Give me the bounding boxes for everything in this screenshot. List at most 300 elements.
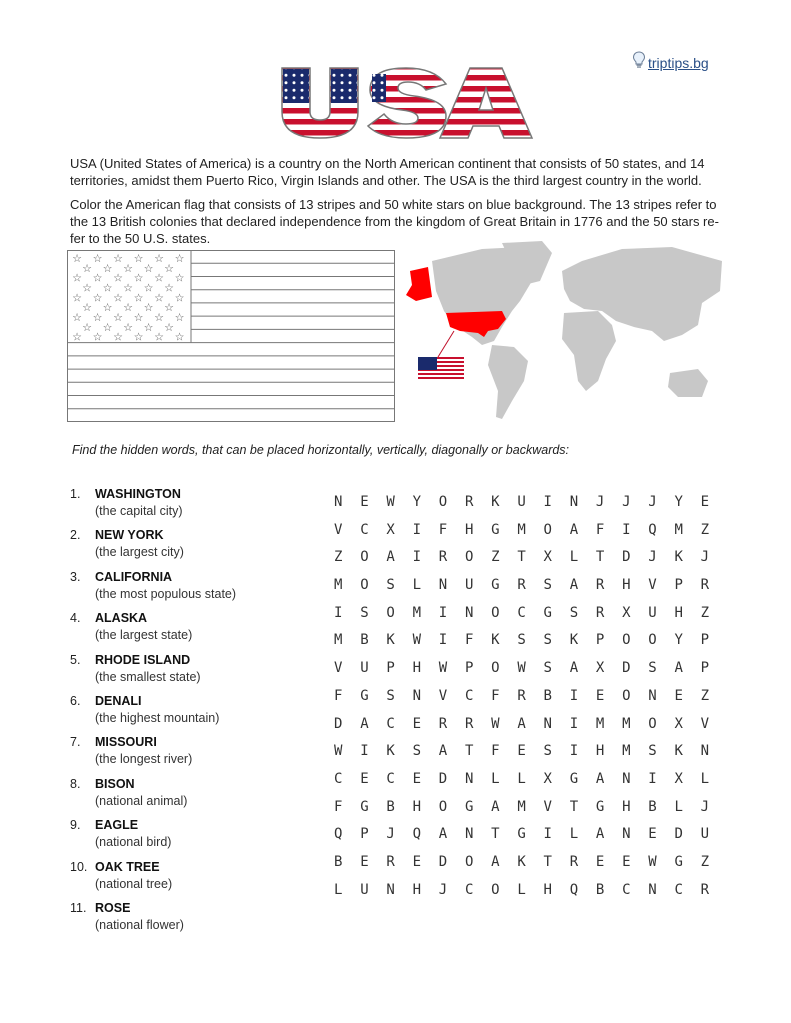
flag-star-outline: ☆ [154, 253, 164, 265]
grid-letter[interactable]: M [517, 798, 526, 815]
grid-letter[interactable]: U [464, 577, 474, 594]
grid-letter[interactable]: E [360, 770, 369, 787]
word-text: ROSE [95, 900, 131, 915]
grid-letter[interactable]: W [386, 494, 395, 510]
grid-letter[interactable]: I [438, 604, 448, 621]
grid-letter[interactable]: X [595, 660, 605, 677]
grid-letter[interactable]: F [334, 798, 343, 815]
grid-letter[interactable]: K [674, 549, 683, 566]
grid-letter[interactable]: R [438, 715, 448, 732]
grid-letter[interactable]: E [412, 770, 421, 787]
word-text: MISSOURI [95, 735, 157, 750]
grid-letter[interactable]: L [334, 881, 343, 898]
grid-letter[interactable]: Z [491, 549, 500, 566]
grid-letter[interactable]: P [674, 577, 683, 594]
word-list-item [70, 817, 300, 858]
grid-letter[interactable]: E [360, 853, 369, 870]
grid-letter[interactable]: A [569, 577, 579, 594]
grid-letter[interactable]: S [648, 660, 657, 677]
grid-letter[interactable]: W [648, 853, 657, 870]
grid-letter[interactable]: L [491, 770, 500, 787]
brand-link[interactable] [632, 51, 709, 74]
grid-letter[interactable]: H [412, 881, 421, 898]
grid-letter[interactable]: H [412, 660, 421, 677]
grid-letter[interactable]: X [543, 549, 552, 566]
grid-letter[interactable]: R [517, 577, 526, 594]
grid-letter[interactable]: U [700, 826, 710, 843]
word-number: 5. [70, 652, 81, 667]
flag-star-outline: ☆ [154, 331, 164, 344]
grid-letter[interactable]: S [360, 604, 369, 621]
grid-letter[interactable]: L [517, 770, 526, 787]
grid-letter[interactable]: O [622, 632, 631, 649]
grid-letter[interactable]: A [569, 660, 579, 677]
flag-star-outline: ☆ [164, 262, 174, 275]
grid-letter[interactable]: B [595, 881, 605, 898]
grid-letter[interactable]: O [543, 521, 552, 538]
word-hint: (the largest city) [95, 545, 184, 560]
grid-letter[interactable]: J [700, 549, 710, 566]
grid-letter[interactable]: C [386, 715, 395, 732]
word-list-item [70, 693, 300, 734]
flag-star-outline: ☆ [174, 311, 185, 324]
grid-letter[interactable]: H [674, 604, 683, 621]
grid-letter[interactable]: A [674, 660, 683, 677]
grid-letter[interactable]: B [386, 798, 395, 815]
flag-star-outline: ☆ [123, 321, 133, 334]
word-number: 11. [70, 900, 87, 915]
flag-star-outline: ☆ [113, 253, 123, 265]
grid-letter[interactable]: A [491, 853, 500, 870]
grid-letter[interactable]: H [464, 521, 474, 538]
flag-star-outline: ☆ [92, 292, 103, 305]
grid-letter[interactable]: F [595, 521, 605, 538]
flag-star-outline: ☆ [143, 262, 154, 275]
grid-letter[interactable]: N [700, 743, 710, 760]
grid-letter[interactable]: N [648, 687, 657, 704]
grid-letter[interactable]: A [595, 826, 605, 843]
grid-letter[interactable]: M [595, 715, 605, 732]
intro-paragraph: USA (United States of America) is a country on the North American continent that consists of 50 states, and 14 territories, amidst them Puerto Rico, Virgin Islands and other. The USA is the third largest country in the world. [70, 156, 705, 188]
grid-letter[interactable]: R [595, 577, 605, 594]
grid-letter[interactable]: K [491, 632, 500, 649]
grid-letter[interactable]: S [517, 632, 526, 649]
grid-letter[interactable]: R [700, 881, 710, 898]
grid-letter[interactable]: B [543, 687, 552, 704]
word-number: 7. [70, 735, 81, 750]
grid-letter[interactable]: B [648, 798, 657, 815]
flag-star-outline: ☆ [133, 292, 144, 305]
grid-letter[interactable]: R [386, 853, 395, 870]
word-text: DENALI [95, 693, 142, 708]
grid-letter[interactable]: B [360, 632, 369, 649]
flag-star-outline: ☆ [92, 272, 103, 285]
flag-star-outline: ☆ [143, 302, 154, 315]
grid-letter[interactable]: E [412, 715, 421, 732]
flag-paragraph: Color the American flag that consists of 13 stripes and 50 white stars on blue background. The 13 stripes refer to the 13 British colonies that declared independence from the kingdom of Great Britain in 1776 and the 50 stars re-fer to the 50 U.S. states. [70, 197, 719, 246]
grid-letter[interactable]: E [674, 687, 683, 704]
grid-letter[interactable]: D [622, 660, 631, 677]
grid-letter[interactable]: N [543, 715, 552, 732]
grid-letter[interactable]: C [517, 604, 526, 621]
flag-star-outline: ☆ [92, 331, 103, 344]
grid-letter[interactable]: Q [334, 826, 343, 843]
grid-letter[interactable]: X [543, 770, 552, 787]
grid-letter[interactable]: Z [700, 853, 710, 870]
word-hint: (national bird) [95, 835, 172, 850]
grid-letter[interactable]: C [674, 881, 683, 898]
grid-letter[interactable]: T [595, 549, 605, 566]
grid-letter[interactable]: O [491, 604, 500, 621]
grid-letter[interactable]: M [622, 715, 631, 732]
grid-letter[interactable]: H [622, 798, 631, 815]
grid-letter[interactable]: C [622, 881, 631, 898]
grid-letter[interactable]: R [438, 549, 448, 566]
flag-star-outline: ☆ [164, 302, 174, 315]
grid-letter[interactable]: F [491, 743, 500, 760]
flag-star-outline: ☆ [123, 282, 133, 295]
grid-letter[interactable]: I [360, 743, 369, 760]
grid-letter[interactable]: I [543, 826, 552, 843]
grid-letter[interactable]: D [438, 853, 448, 870]
grid-letter[interactable]: T [569, 798, 579, 815]
grid-letter[interactable]: Q [412, 826, 421, 843]
grid-letter[interactable]: I [412, 521, 421, 538]
grid-letter[interactable]: I [543, 494, 552, 510]
letter-u-star-field-left [283, 69, 309, 103]
grid-letter[interactable]: Y [674, 494, 683, 510]
flag-star-outline: ☆ [143, 282, 154, 295]
grid-letter[interactable]: O [491, 881, 500, 898]
grid-letter[interactable]: N [386, 881, 395, 898]
grid-letter[interactable]: N [648, 881, 657, 898]
grid-letter[interactable]: X [622, 604, 631, 621]
grid-letter[interactable]: G [360, 798, 369, 815]
grid-letter[interactable]: Z [700, 521, 710, 538]
grid-letter[interactable]: J [622, 494, 631, 510]
lightbulb-icon [632, 51, 646, 74]
grid-letter[interactable]: C [334, 770, 343, 787]
grid-letter[interactable]: I [622, 521, 631, 538]
flag-star-outline: ☆ [82, 262, 92, 275]
grid-letter[interactable]: N [622, 770, 631, 787]
grid-letter[interactable]: W [517, 660, 526, 677]
word-number: 10. [70, 859, 88, 874]
grid-letter[interactable]: L [517, 881, 526, 898]
grid-letter[interactable]: Z [334, 549, 343, 566]
grid-letter[interactable]: G [360, 687, 369, 704]
grid-letter[interactable]: K [517, 853, 526, 870]
grid-letter[interactable]: S [386, 687, 395, 704]
word-list-item [70, 569, 300, 610]
grid-letter[interactable]: O [648, 715, 657, 732]
grid-letter[interactable]: V [700, 715, 710, 732]
grid-letter[interactable]: X [386, 521, 395, 538]
flag-star-outline: ☆ [113, 292, 123, 305]
grid-letter[interactable]: I [569, 687, 579, 704]
grid-letter[interactable]: U [517, 494, 526, 510]
australia [668, 369, 708, 397]
grid-letter[interactable]: K [386, 632, 395, 649]
grid-letter[interactable]: M [622, 743, 631, 760]
grid-letter[interactable]: W [491, 715, 500, 732]
grid-letter[interactable]: K [491, 494, 500, 510]
flag-star-outline: ☆ [113, 272, 123, 285]
grid-letter[interactable]: A [438, 826, 448, 843]
grid-letter[interactable]: E [360, 494, 369, 510]
flag-star-outline: ☆ [133, 272, 144, 285]
word-text: CALIFORNIA [95, 569, 173, 584]
grid-letter[interactable]: R [700, 577, 710, 594]
grid-letter[interactable]: C [386, 770, 395, 787]
grid-letter[interactable]: O [622, 687, 631, 704]
grid-letter[interactable]: Z [700, 687, 710, 704]
word-list-item [70, 776, 300, 817]
grid-letter[interactable]: R [595, 604, 605, 621]
grid-letter[interactable]: L [674, 798, 683, 815]
grid-letter[interactable]: T [543, 853, 552, 870]
grid-letter[interactable]: B [334, 853, 343, 870]
grid-letter[interactable]: R [517, 687, 526, 704]
grid-letter[interactable]: P [595, 632, 605, 649]
word-text: BISON [95, 776, 135, 791]
flag-star-outline: ☆ [102, 282, 113, 295]
grid-letter[interactable]: H [543, 881, 552, 898]
grid-letter[interactable]: P [386, 660, 395, 677]
flag-star-outline: ☆ [154, 311, 164, 324]
grid-letter[interactable]: A [360, 715, 369, 732]
grid-letter[interactable]: A [595, 770, 605, 787]
grid-letter[interactable]: R [569, 853, 579, 870]
grid-letter[interactable]: S [543, 660, 552, 677]
grid-letter[interactable]: P [360, 826, 369, 843]
flag-star-outline: ☆ [174, 331, 185, 344]
word-hint: (the most populous state) [95, 586, 237, 601]
grid-letter[interactable]: G [595, 798, 605, 815]
word-number: 4. [70, 611, 81, 626]
grid-letter[interactable]: V [334, 660, 343, 677]
grid-letter[interactable]: P [700, 660, 710, 677]
grid-letter[interactable]: Q [569, 881, 579, 898]
grid-letter[interactable]: O [491, 660, 500, 677]
grid-letter[interactable]: J [648, 494, 657, 510]
word-hint: (the smallest state) [95, 669, 201, 684]
grid-letter[interactable]: M [517, 521, 526, 538]
grid-letter[interactable]: N [622, 826, 631, 843]
grid-letter[interactable]: G [491, 577, 500, 594]
word-hint: (national flower) [95, 917, 184, 932]
grid-letter[interactable]: J [595, 494, 605, 510]
grid-letter[interactable]: E [622, 853, 631, 870]
grid-letter[interactable]: F [334, 687, 343, 704]
grid-letter[interactable]: I [334, 604, 343, 621]
grid-letter[interactable]: S [412, 743, 421, 760]
grid-letter[interactable]: G [464, 798, 474, 815]
grid-letter[interactable]: N [464, 826, 474, 843]
grid-letter[interactable]: Z [700, 604, 710, 621]
grid-letter[interactable]: O [464, 549, 474, 566]
word-hint: (the highest mountain) [95, 710, 220, 725]
grid-letter[interactable]: U [360, 881, 369, 898]
brand-label[interactable]: triptips.bg [648, 54, 709, 71]
grid-letter[interactable]: S [569, 604, 579, 621]
grid-letter[interactable]: Y [674, 632, 683, 649]
grid-letter[interactable]: O [386, 604, 395, 621]
flag-star-outline: ☆ [123, 262, 133, 275]
grid-letter[interactable]: U [360, 660, 369, 677]
flag-star-outline: ☆ [72, 292, 82, 305]
grid-letter[interactable]: M [334, 632, 343, 649]
grid-letter[interactable]: N [569, 494, 579, 510]
grid-letter[interactable]: E [595, 853, 605, 870]
grid-letter[interactable]: V [438, 687, 448, 704]
grid-letter[interactable]: O [464, 853, 474, 870]
grid-letter[interactable]: X [674, 715, 683, 732]
instruction-text: Find the hidden words, that can be placed horizontally, vertically, diagonally or backwards: [72, 443, 570, 457]
grid-letter[interactable]: I [412, 549, 421, 566]
grid-letter[interactable]: F [491, 687, 500, 704]
word-search-grid [332, 494, 725, 909]
grid-letter[interactable]: A [569, 521, 579, 538]
grid-letter[interactable]: J [386, 826, 395, 843]
grid-letter[interactable]: N [464, 604, 474, 621]
word-text: WASHINGTON [95, 487, 181, 501]
grid-letter[interactable]: I [569, 715, 579, 732]
grid-letter[interactable]: A [386, 549, 395, 566]
word-text: OAK TREE [95, 859, 160, 874]
flag-star-outline: ☆ [174, 253, 185, 265]
grid-letter[interactable]: W [334, 743, 343, 760]
grid-letter[interactable]: J [700, 798, 710, 815]
grid-letter[interactable]: L [412, 577, 421, 594]
flag-star-outline: ☆ [133, 253, 144, 265]
grid-letter[interactable]: Y [412, 494, 421, 510]
grid-letter[interactable]: F [464, 632, 474, 649]
grid-letter[interactable]: E [648, 826, 657, 843]
grid-letter[interactable]: S [543, 577, 552, 594]
grid-letter[interactable]: N [438, 577, 448, 594]
grid-letter[interactable]: N [412, 687, 421, 704]
grid-letter[interactable]: S [648, 743, 657, 760]
grid-letter[interactable]: O [438, 494, 448, 510]
grid-letter[interactable]: D [334, 715, 343, 732]
grid-letter[interactable]: A [438, 743, 448, 760]
grid-letter[interactable]: M [674, 521, 683, 538]
grid-letter[interactable]: J [648, 549, 657, 566]
grid-letter[interactable]: O [360, 577, 369, 594]
letter-s-star-field [372, 74, 386, 102]
grid-letter[interactable]: N [464, 770, 474, 787]
flag-star-outline: ☆ [133, 311, 144, 324]
grid-letter[interactable]: A [491, 798, 500, 815]
grid-letter[interactable]: P [700, 632, 710, 649]
word-hint: (national animal) [95, 793, 188, 808]
grid-letter[interactable]: E [700, 494, 710, 510]
flag-star-outline: ☆ [154, 272, 164, 285]
grid-letter[interactable]: O [360, 549, 369, 566]
grid-letter[interactable]: R [464, 494, 474, 510]
grid-letter[interactable]: S [543, 743, 552, 760]
grid-letter[interactable]: L [569, 826, 579, 843]
flag-star-outline: ☆ [174, 272, 185, 285]
grid-letter[interactable]: I [438, 632, 448, 649]
grid-letter[interactable]: G [569, 770, 579, 787]
grid-letter[interactable]: H [595, 743, 605, 760]
grid-letter[interactable]: L [700, 770, 710, 787]
flag-star-outline: ☆ [143, 321, 154, 334]
grid-letter[interactable]: T [491, 826, 500, 843]
grid-letter[interactable]: C [464, 881, 474, 898]
grid-letter[interactable]: D [622, 549, 631, 566]
word-hint: (the capital city) [95, 504, 183, 518]
word-hint: (national tree) [95, 876, 173, 891]
grid-letter[interactable]: S [386, 577, 395, 594]
flag-star-outline: ☆ [102, 262, 113, 275]
grid-letter[interactable]: G [517, 826, 526, 843]
word-number: 3. [70, 569, 81, 584]
grid-letter[interactable]: C [464, 687, 474, 704]
grid-letter[interactable]: K [674, 743, 683, 760]
grid-letter[interactable]: X [674, 770, 683, 787]
grid-letter[interactable]: O [648, 632, 657, 649]
flag-star-outline: ☆ [102, 321, 113, 334]
grid-letter[interactable]: T [517, 549, 526, 566]
grid-letter[interactable]: S [543, 632, 552, 649]
grid-letter[interactable]: M [334, 577, 343, 594]
grid-letter[interactable]: G [491, 521, 500, 538]
grid-letter[interactable]: P [464, 660, 474, 677]
grid-letter[interactable]: N [334, 494, 343, 510]
grid-letter[interactable]: A [517, 715, 526, 732]
grid-letter[interactable]: V [648, 577, 657, 594]
grid-letter[interactable]: C [360, 521, 369, 538]
grid-letter[interactable]: V [334, 521, 343, 538]
grid-letter[interactable]: G [543, 604, 552, 621]
grid-letter[interactable]: G [674, 853, 683, 870]
word-hint: (the largest state) [95, 628, 193, 643]
word-number: 8. [70, 776, 81, 791]
grid-letter[interactable]: T [464, 743, 474, 760]
grid-letter[interactable]: F [438, 521, 448, 538]
grid-letter[interactable]: R [464, 715, 474, 732]
grid-letter[interactable]: H [622, 577, 631, 594]
grid-letter[interactable]: E [412, 853, 421, 870]
grid-letter[interactable]: H [412, 798, 421, 815]
grid-letter[interactable]: L [569, 549, 579, 566]
grid-letter[interactable]: D [438, 770, 448, 787]
word-number: 9. [70, 818, 81, 833]
grid-letter[interactable]: I [648, 770, 657, 787]
grid-letter[interactable]: E [517, 743, 526, 760]
word-list-item [70, 486, 300, 527]
grid-letter[interactable]: D [674, 826, 683, 843]
grid-letter[interactable]: O [438, 798, 448, 815]
pointer-arrow [438, 331, 454, 357]
usa-title-art [274, 64, 536, 140]
grid-letter[interactable]: K [569, 632, 579, 649]
grid-letter[interactable]: U [648, 604, 657, 621]
grid-letter[interactable]: W [438, 660, 448, 677]
grid-letter[interactable]: K [386, 743, 395, 760]
grid-letter[interactable]: Q [648, 521, 657, 538]
grid-letter[interactable]: J [438, 881, 448, 898]
grid-letter[interactable]: I [569, 743, 579, 760]
grid-letter[interactable]: V [543, 798, 552, 815]
grid-letter[interactable]: E [595, 687, 605, 704]
word-list-item [70, 527, 300, 568]
grid-letter[interactable]: M [412, 604, 421, 621]
grid-letter[interactable]: W [412, 632, 421, 649]
